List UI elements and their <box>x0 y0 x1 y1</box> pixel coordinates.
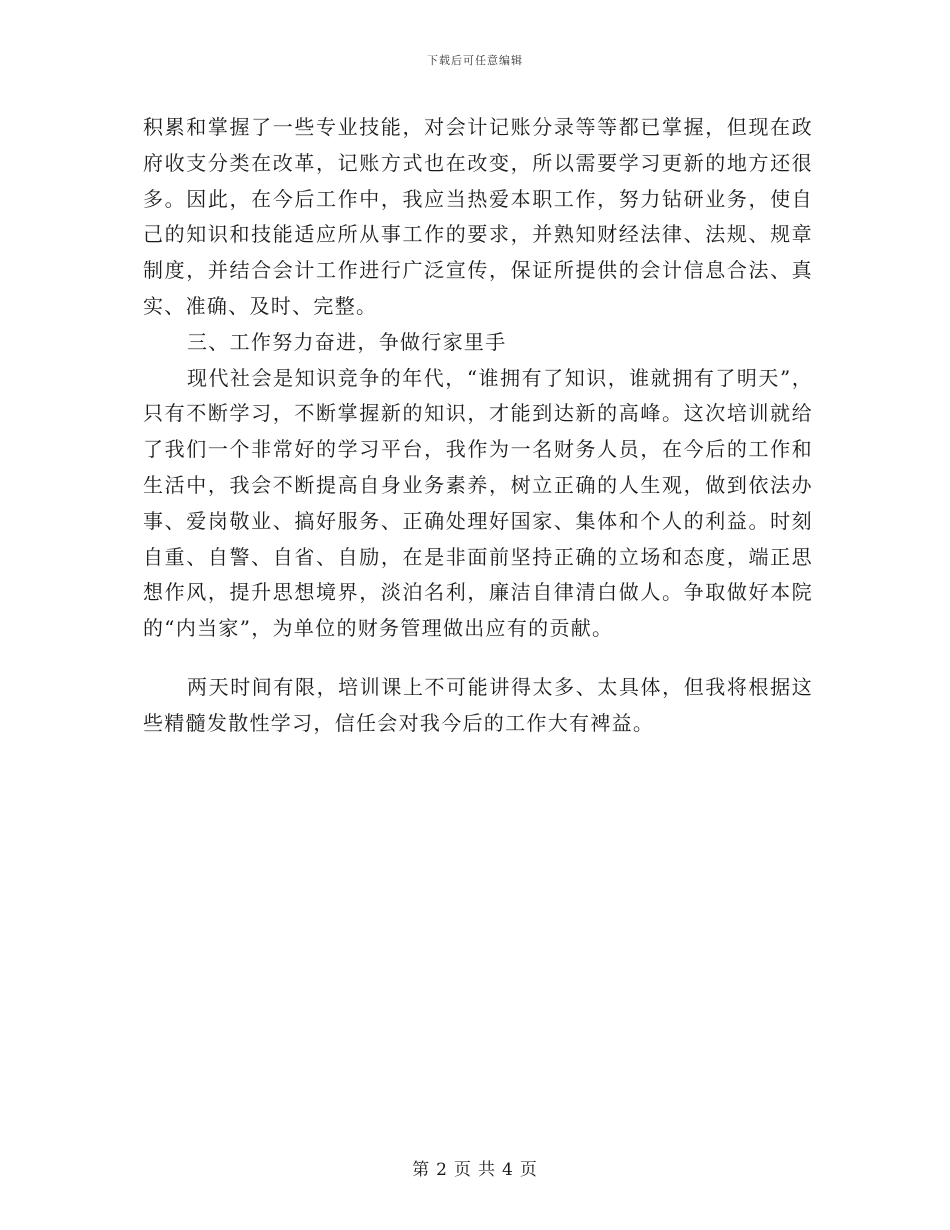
page-word: 页 <box>454 1160 472 1180</box>
page-suffix: 页 <box>519 1160 538 1180</box>
paragraph: 现代社会是知识竞争的年代，“谁拥有了知识，谁就拥有了明天”，只有不断学习，不断掌握新的知识，才能到达新的高峰。这次培训就给了我们一个非常好的学习平台，我作为一名财务人员，在今后的工作和生活中，我会不断提高自身业务素养，树立正确的人生观，做到依法办事、爱岗敬业、搞好服务、正确处理好国家、集体和个人的利益。时刻自重、自警、自省、自励，在是非面前坚持正确的立场和态度，端正思想作风，提升思想境界，淡泊名利，廉洁自律清白做人。争取做好本院的“内当家”，为单位的财务管理做出应有的贡献。 <box>143 365 813 641</box>
page-prefix: 第 <box>412 1160 431 1180</box>
paragraph-continued: 积累和掌握了一些专业技能，对会计记账分录等等都已掌握，但现在政府收支分类在改革，记账方式也在改变，所以需要学习更新的地方还很多。因此，在今后工作中，我应当热爱本职工作，努力钻研业务，使自己的知识和技能适应所从事工作的要求，并熟知财经法律、法规、规章制度，并结合会计工作进行广泛宣传，保证所提供的会计信息合法、真实、准确、及时、完整。 <box>143 115 813 318</box>
total-word: 共 <box>478 1160 496 1180</box>
header-note: 下载后可任意编辑 <box>427 54 523 67</box>
paragraph-closing: 两天时间有限，培训课上不可能讲得太多、太具体，但我将根据这些精髓发散性学习，信任会对我今后的工作大有裨益。 <box>143 674 813 735</box>
section-heading: 三、工作努力奋进，争做行家里手 <box>187 329 507 354</box>
page-number <box>0 1155 950 1180</box>
document-body <box>143 110 813 742</box>
total-pages: 4 <box>502 1160 514 1180</box>
current-page: 2 <box>436 1160 448 1180</box>
